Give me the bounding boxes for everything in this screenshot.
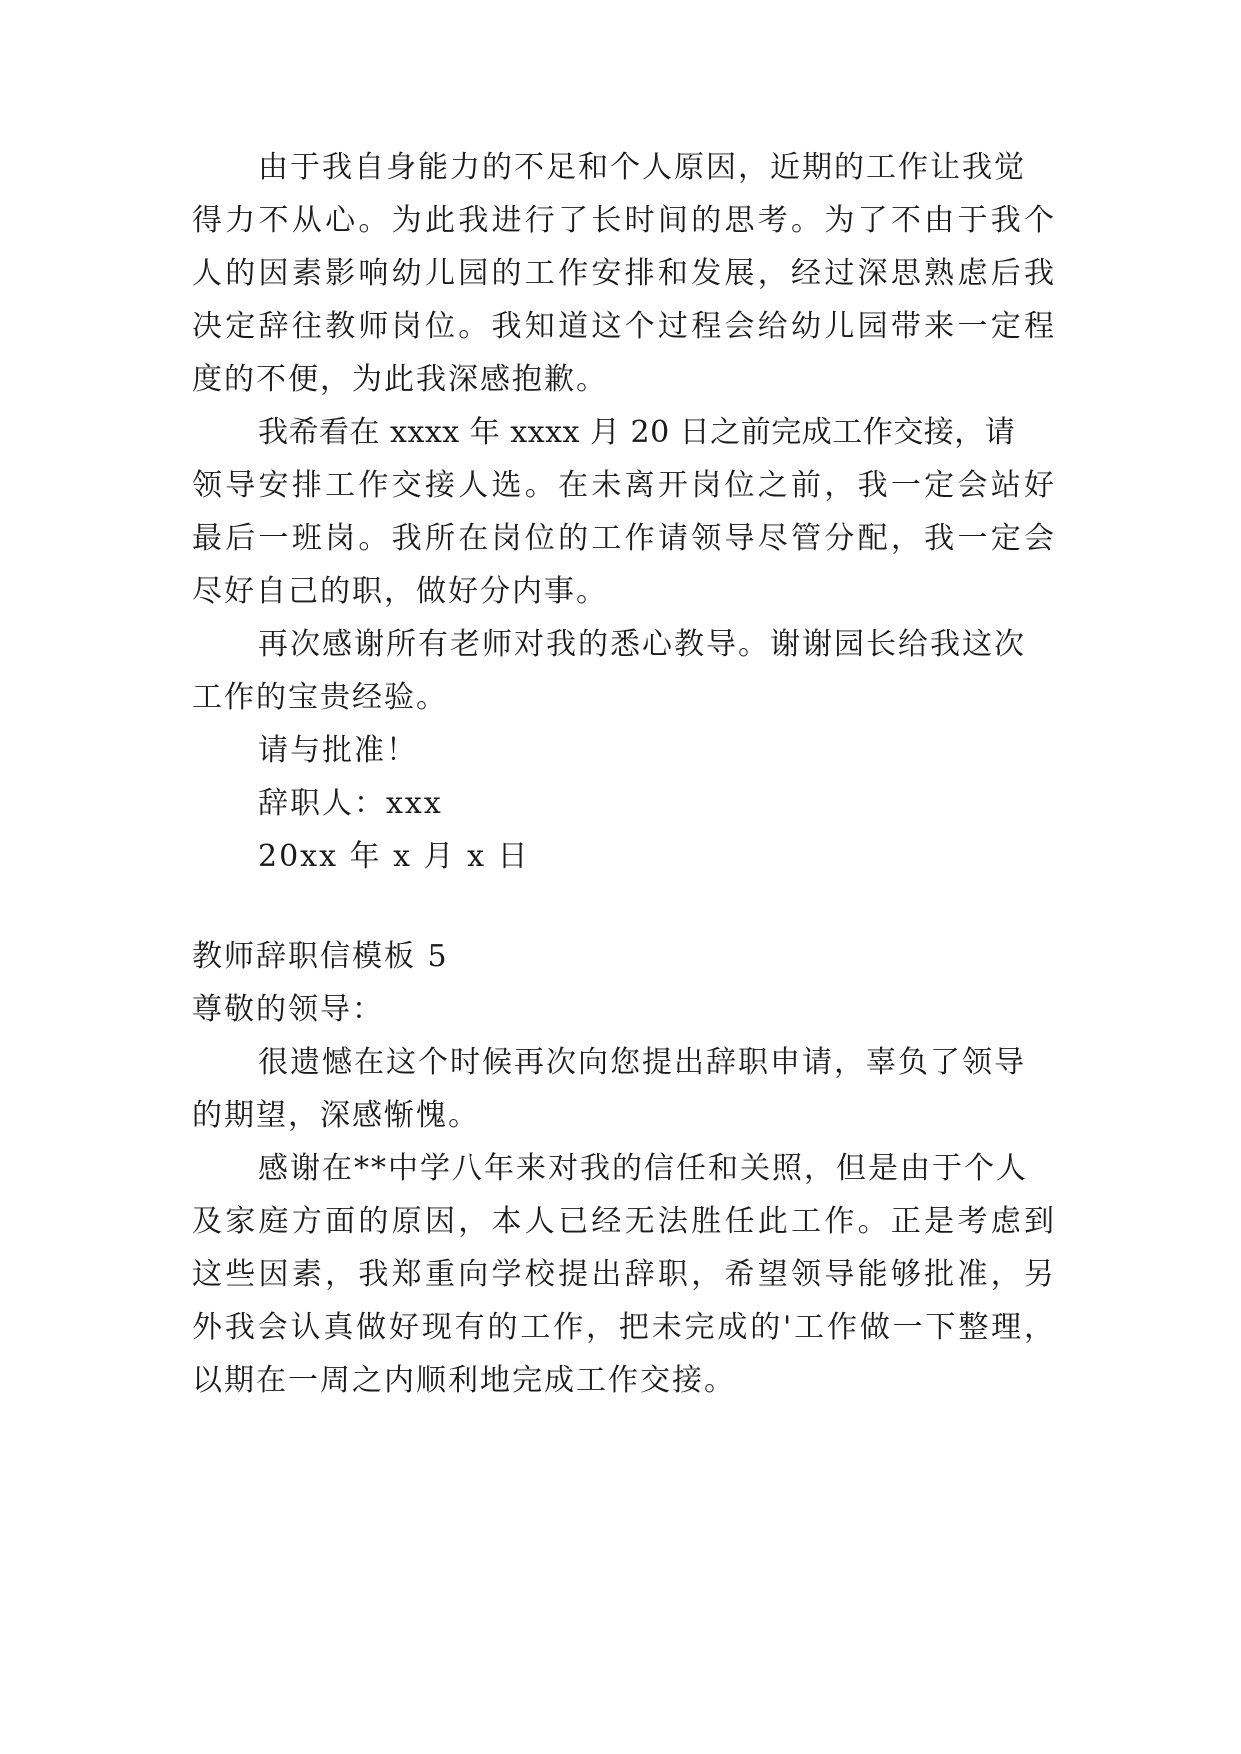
paragraph-line: 尽好自己的职，做好分内事。: [192, 574, 608, 609]
section-heading: 教师辞职信模板 5: [192, 939, 449, 974]
paragraph-line: 及家庭方面的原因，本人已经无法胜任此工作。正是考虑到: [192, 1204, 1054, 1239]
paragraph-line: 以期在一周之内顺利地完成工作交接。: [192, 1363, 736, 1398]
paragraph-line: 外我会认真做好现有的工作，把未完成的'工作做一下整理，: [192, 1310, 1054, 1345]
paragraph-line: 得力不从心。为此我进行了长时间的思考。为了不由于我个: [192, 203, 1054, 238]
paragraph-line: 度的不便，为此我深感抱歉。: [192, 362, 608, 397]
closing-line: 请与批准！: [258, 733, 418, 768]
date-line: 20xx 年 x 月 x 日: [258, 839, 530, 874]
paragraph-line: 的期望，深感惭愧。: [192, 1098, 480, 1133]
paragraph-line: 人的因素影响幼儿园的工作安排和发展，经过深思熟虑后我: [192, 256, 1054, 291]
salutation: 尊敬的领导：: [192, 992, 384, 1027]
paragraph-line: 感谢在**中学八年来对我的信任和关照，但是由于个人: [258, 1151, 1028, 1186]
signer-line: 辞职人：xxx: [258, 786, 443, 821]
paragraph-line: 这些因素，我郑重向学校提出辞职，希望领导能够批准，另: [192, 1257, 1054, 1292]
paragraph-line: 工作的宝贵经验。: [192, 680, 448, 715]
paragraph-line: 由于我自身能力的不足和个人原因，近期的工作让我觉: [258, 150, 1026, 185]
paragraph-line: 决定辞往教师岗位。我知道这个过程会给幼儿园带来一定程: [192, 309, 1054, 344]
paragraph-line: 很遗憾在这个时候再次向您提出辞职申请，辜负了领导: [258, 1045, 1026, 1080]
paragraph-line: 领导安排工作交接人选。在未离开岗位之前，我一定会站好: [192, 468, 1054, 503]
paragraph-line: 最后一班岗。我所在岗位的工作请领导尽管分配，我一定会: [192, 521, 1054, 556]
paragraph-line: 再次感谢所有老师对我的悉心教导。谢谢园长给我这次: [258, 627, 1026, 662]
paragraph-line: 我希看在 xxxx 年 xxxx 月 20 日之前完成工作交接，请: [258, 415, 1016, 450]
